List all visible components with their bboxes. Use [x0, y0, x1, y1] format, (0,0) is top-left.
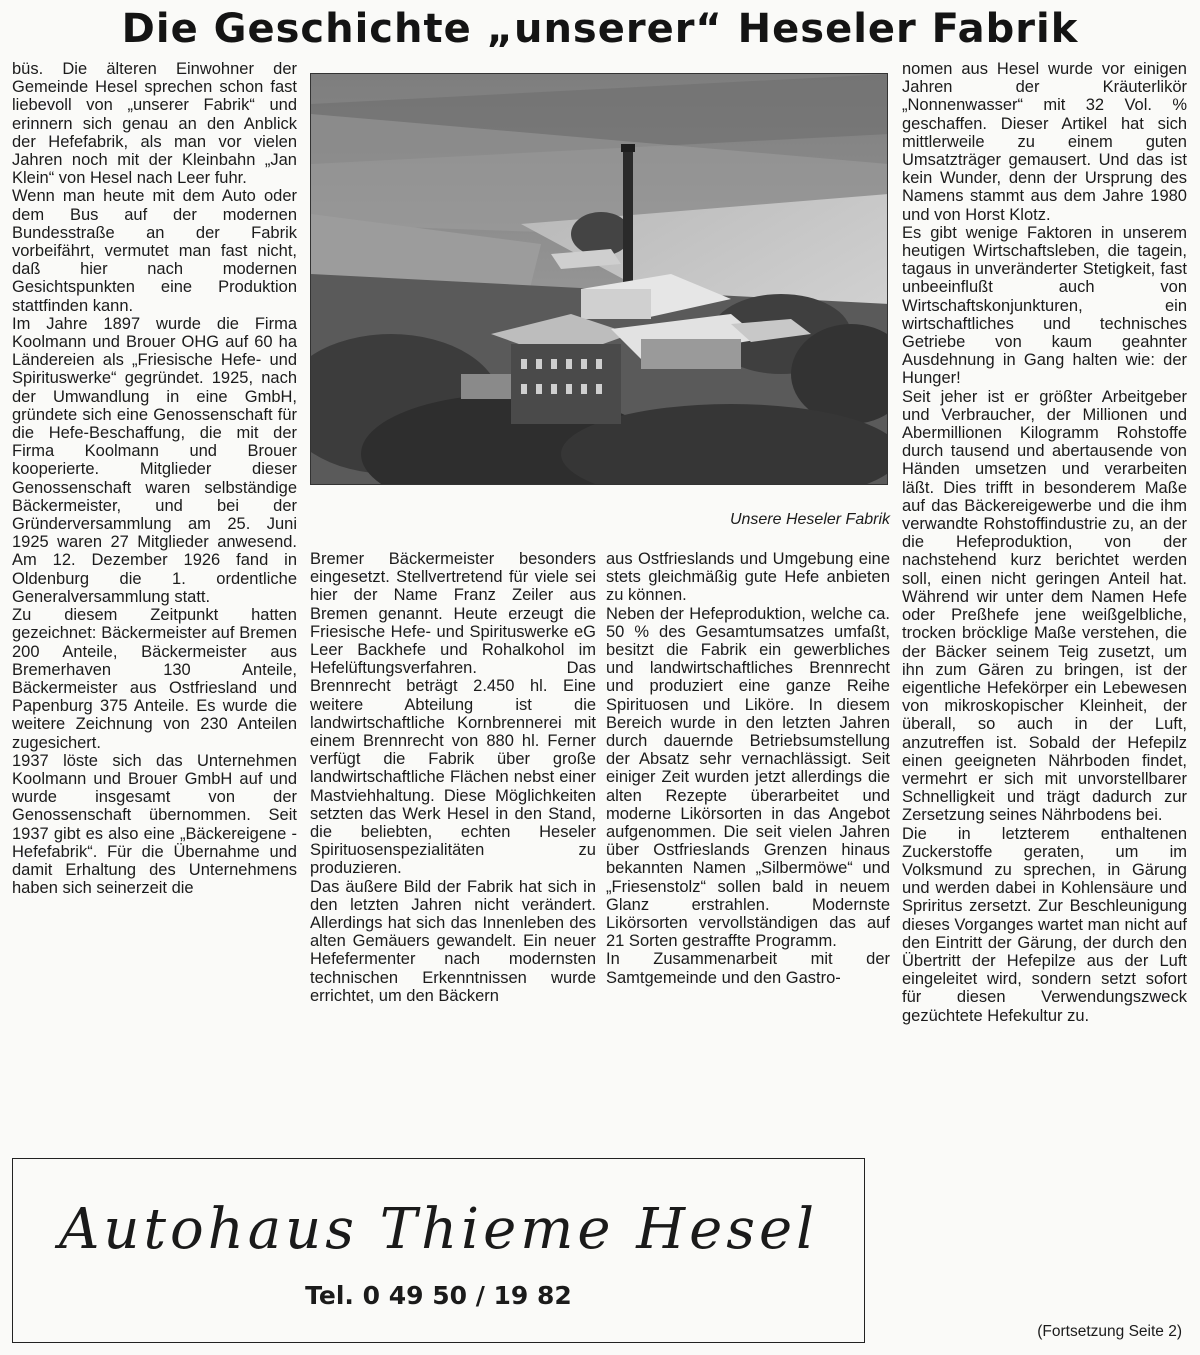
paragraph: Es gibt wenige Faktoren in unserem heutigen Wirtschaftsleben, die tagein, tagaus in unveränderter Stetigkeit, fast unbeeinflußt auch von Wirtschaftskonjunkturen, ein wirtschaftliches und technisches Getriebe von kaum geahnter Ausdehnung in Gang halten wie: der Hunger!: [902, 223, 1187, 388]
factory-aerial-photo-icon: [311, 74, 888, 485]
paragraph: 1937 löste sich das Unternehmen Koolmann und Brouer GmbH auf und wurde insgesamt von der Genossenschaft übernommen. Seit 1937 gibt es also eine „Bäckereigene - Hefefabrik“. Für die Übernahme und damit Erhaltung des Unternehmens haben sich seinerzeit die: [12, 751, 297, 898]
paragraph: Die in letzterem enthaltenen Zuckerstoffe geraten, um im Volksmund zu sprechen, in Gärung und werden dabei in Kohlensäure und Spriritus zersetzt. Zur Beschleunigung dieses Vorganges wartet man nicht auf den Eintritt der Gärung, der durch den Übertritt der Hefepilze aus der Luft eingeleitet wird, sondern setzt sofort für diesen Verwendungszweck gezüchtete Hefekultur zu.: [902, 824, 1187, 1025]
continuation-note: (Fortsetzung Seite 2): [1037, 1323, 1182, 1340]
paragraph: In Zusammenarbeit mit der Samtgemeinde und den Gastro-: [606, 950, 890, 987]
article-column-1: [12, 60, 297, 897]
paragraph: Wenn man heute mit dem Auto oder dem Bus auf der modernen Bundesstraße an der Fabrik vorbeifährt, vermutet man fast nicht, daß hier nach modernen Gesichtspunkten eine Produktion stattfinden kann.: [12, 187, 297, 315]
article-column-2: [310, 550, 596, 1005]
article-column-3: [606, 550, 890, 987]
paragraph: Zu diesem Zeitpunkt hatten gezeichnet: Bäckermeister auf Bremen 200 Anteile, Bäckermeister aus Bremerhaven 130 Anteile, Bäckermeister aus Ostfriesland und Papenburg 375 Anteile. Es wurde die weitere Zeichnung von 230 Anteilen zugesichert.: [12, 606, 297, 752]
factory-aerial-photo: [310, 73, 888, 485]
paragraph: Das äußere Bild der Fabrik hat sich in den letzten Jahren nicht verändert. Allerdings hat sich das Innenleben des alten Gemäuers gewandelt. Ein neuer Hefefermenter nach modernsten technischen Erkenntnissen wurde errichtet, um den Bäckern: [310, 877, 596, 1005]
paragraph: Bremer Bäckermeister besonders eingesetzt. Stellvertretend für viele sei hier der Name Franz Zeiler aus Bremen genannt. Heute erzeugt die Friesische Hefe- und Spirituswerke eG Leer Backhefe und Rohalkohol im Hefelüftungsverfahren. Das Brennrecht beträgt 2.450 hl. Eine weitere Abteilung ist die landwirtschaftliche Kornbrennerei mit einem Brennrecht von 880 hl. Ferner verfügt die Fabrik über große landwirtschaftliche Flächen nebst einer Mastviehhaltung. Diese Möglichkeiten setzten das Werk Hesel in den Stand, die beliebten, echten Heseler Spirituosenspezialitäten zu produzieren.: [310, 550, 596, 878]
paragraph: Seit jeher ist er größter Arbeitgeber und Verbraucher, der Millionen und Abermillionen Kilogramm Rohstoffe durch tausend und abertausende von Händen umsetzen und verarbeiten läßt. Dies trifft in besonderem Maße auf das Bäckereigewerbe und die ihm verwandte Rohstoffindustrie zu, an der die Hefeproduktion, von der nachstehend kurz berichtet werden soll, einen nicht geringen Anteil hat. Während wir unter dem Namen Hefe oder Preßhefe jene weißgelbliche, trocken bröcklige Maße verstehen, die der Bäcker seinem Teig zusetzt, um ihn zum Gären zu bringen, ist der eigentliche Hefekörper ein Lebewesen von mikroskopischer Kleinheit, der überall, so auch in der Luft, anzutreffen ist. Sobald der Hefepilz einen geeigneten Nährboden findet, vermehrt er sich mit unvorstellbarer Schnelligkeit und trägt dadurch zur Zersetzung seines Nährbodens bei.: [902, 387, 1187, 825]
paragraph: büs. Die älteren Einwohner der Gemeinde Hesel sprechen schon fast liebevoll von „unserer Fabrik“ und erinnern sich genau an den Anblick der Hefefabrik, als man vor vielen Jahren noch mit der Kleinbahn „Jan Klein“ von Hesel nach Leer fuhr.: [12, 60, 297, 188]
advertisement-box: [12, 1158, 865, 1343]
headline: Die Geschichte „unserer“ Heseler Fabrik: [121, 6, 1079, 52]
article-column-4: [902, 60, 1187, 1025]
paragraph: Im Jahre 1897 wurde die Firma Koolmann und Brouer OHG auf 60 ha Ländereien als „Friesische Hefe- und Spirituswerke“ gegründet. 1925, nach der Umwandlung in eine GmbH, gründete sich eine Genossenschaft für die Hefe-Beschaffung, die mit der Firma Koolmann und Brouer kooperierte. Mitglieder dieser Genossenschaft waren selbständige Bäckermeister, und bei der Gründerversammlung am 25. Juni 1925 waren 27 Mitglieder anwesend. Am 12. Dezember 1926 fand in Oldenburg die 1. ordentliche Generalversammlung statt.: [12, 314, 297, 606]
ad-business-name: Autohaus Thieme Hesel: [58, 1197, 819, 1262]
paragraph: Neben der Hefeproduktion, welche ca. 50 % des Gesamtumsatzes umfaßt, besitzt die Fabrik ein gewerbliches und landwirtschaftliches Brennrecht und produziert eine ganze Reihe Spirituosen und Liköre. In diesem Bereich wurde in den letzten Jahren durch dauernde Betriebsumstellung der Absatz sehr vernachlässigt. Seit einiger Zeit wurden jetzt allerdings die alten Rezepte überarbeitet und moderne Likörsorten in das Angebot aufgenommen. Die seit vielen Jahren über Ostfrieslands Grenzen hinaus bekannten Namen „Silbermöwe“ und „Friesenstolz“ sollen bald in neuem Glanz erstrahlen. Modernste Likörsorten vervollständigen das auf 21 Sorten gestraffte Programm.: [606, 604, 890, 951]
photo-caption: Unsere Heseler Fabrik: [729, 511, 890, 528]
paragraph: nomen aus Hesel wurde vor einigen Jahren der Kräuterlikör „Nonnenwasser“ mit 32 Vol. % geschaffen. Dieser Artikel hat sich mittlerweile zu einem guten Umsatzträger gemausert. Und das ist kein Wunder, denn der Ursprung des Namens stammt aus dem Jahre 1980 und von Horst Klotz.: [902, 60, 1187, 224]
ad-phone-number: Tel. 0 49 50 / 19 82: [305, 1281, 572, 1310]
paragraph: aus Ostfrieslands und Umgebung eine stets gleichmäßig gute Hefe anbieten zu können.: [606, 550, 890, 605]
